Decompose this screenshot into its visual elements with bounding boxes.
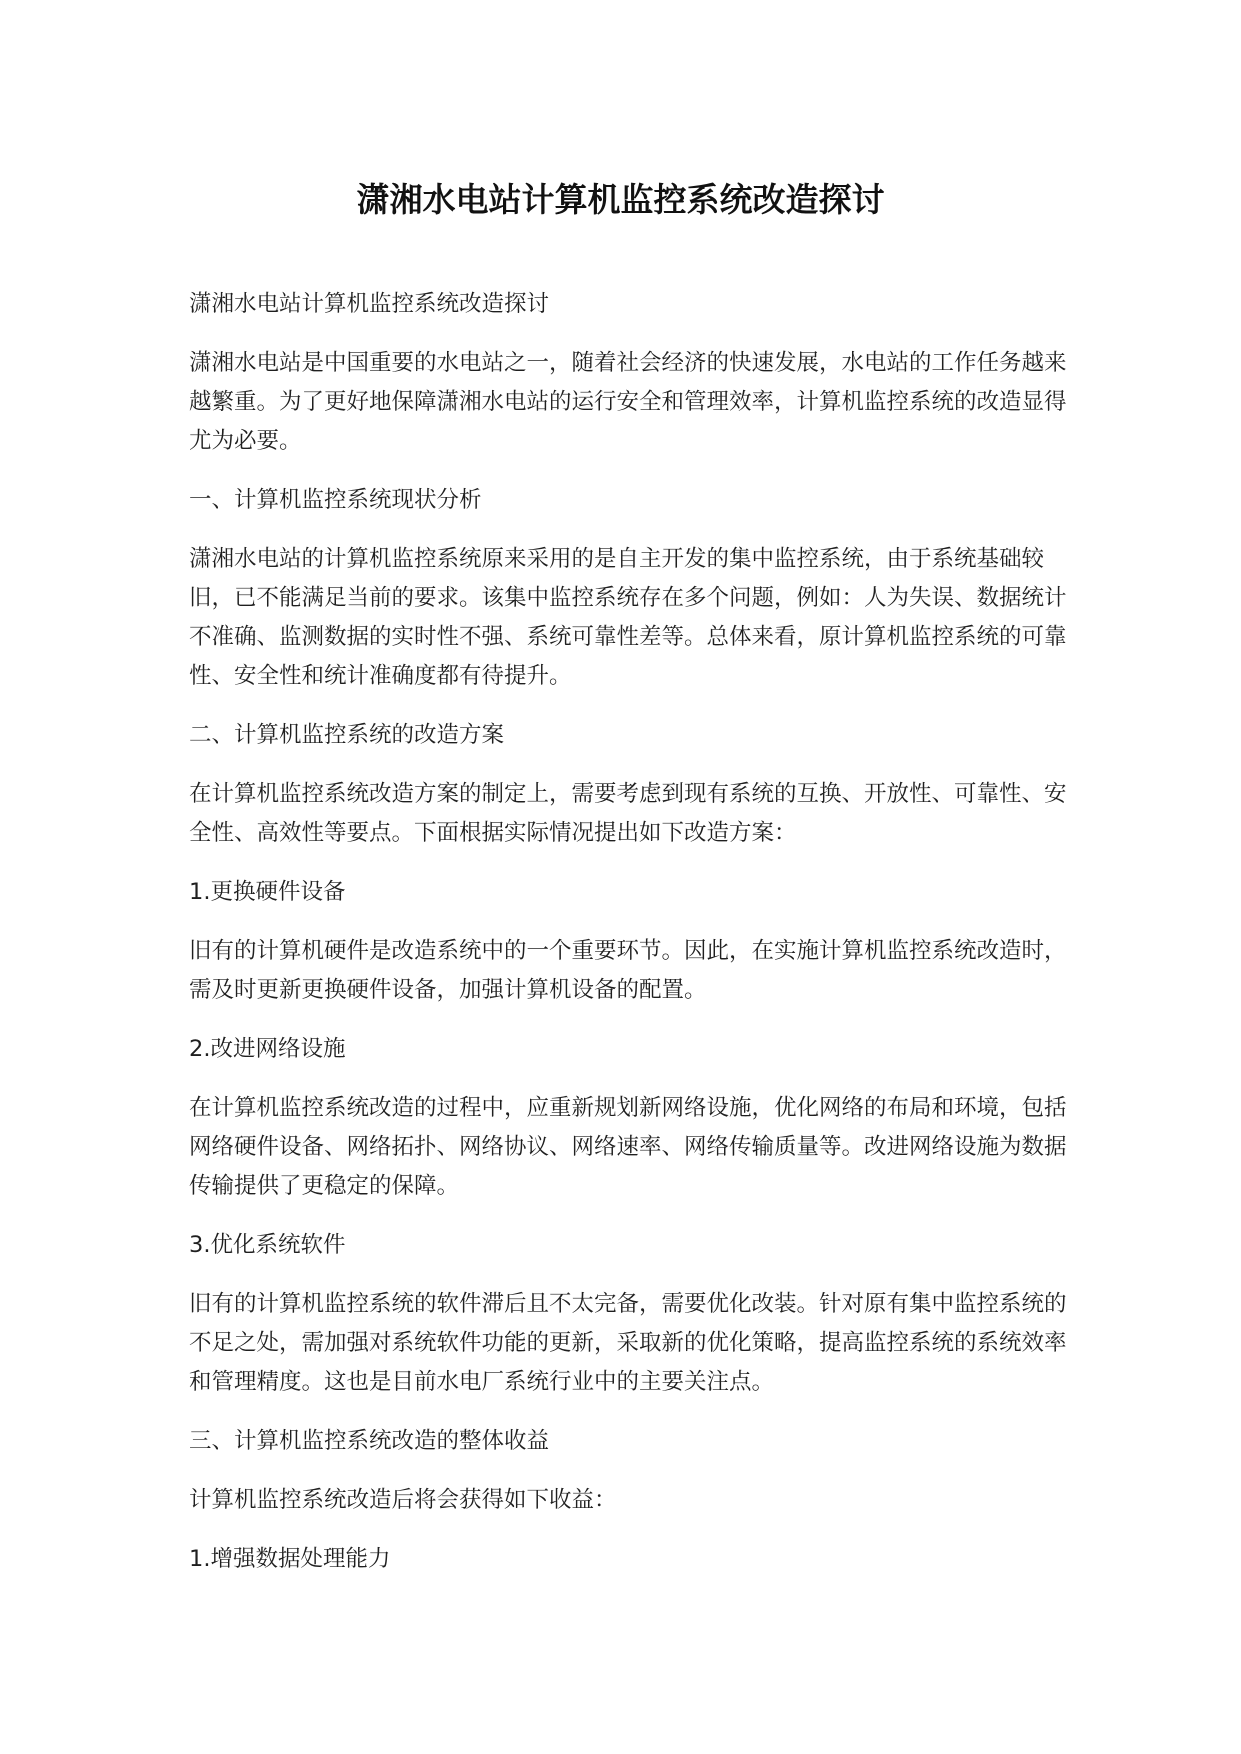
document-body	[189, 285, 1079, 1599]
body-paragraph: 旧有的计算机硬件是改造系统中的一个重要环节。因此，在实施计算机监控系统改造时，需及时更新更换硬件设备，加强计算机设备的配置。	[189, 938, 1067, 1003]
list-item-heading: 1.更换硬件设备	[189, 879, 346, 905]
body-paragraph: 潇湘水电站的计算机监控系统原来采用的是自主开发的集中监控系统，由于系统基础较旧，已不能满足当前的要求。该集中监控系统存在多个问题，例如：人为失误、数据统计不准确、监测数据的实时性不强、系统可靠性差等。总体来看，原计算机监控系统的可靠性、安全性和统计准确度都有待提升。	[189, 546, 1067, 689]
section-heading-2: 二、计算机监控系统的改造方案	[189, 722, 505, 748]
body-paragraph: 计算机监控系统改造后将会获得如下收益：	[189, 1487, 617, 1513]
document-title: 潇湘水电站计算机监控系统改造探讨	[356, 180, 885, 219]
body-paragraph: 在计算机监控系统改造方案的制定上，需要考虑到现有系统的互换、开放性、可靠性、安全性、高效性等要点。下面根据实际情况提出如下改造方案：	[189, 781, 1067, 846]
subtitle-paragraph: 潇湘水电站计算机监控系统改造探讨	[189, 291, 550, 317]
intro-paragraph: 潇湘水电站是中国重要的水电站之一，随着社会经济的快速发展，水电站的工作任务越来越繁重。为了更好地保障潇湘水电站的运行安全和管理效率，计算机监控系统的改造显得尤为必要。	[189, 350, 1067, 454]
section-heading-1: 一、计算机监控系统现状分析	[189, 487, 482, 513]
body-paragraph: 在计算机监控系统改造的过程中，应重新规划新网络设施，优化网络的布局和环境，包括网络硬件设备、网络拓扑、网络协议、网络速率、网络传输质量等。改进网络设施为数据传输提供了更稳定的保障。	[189, 1095, 1067, 1199]
section-heading-3: 三、计算机监控系统改造的整体收益	[189, 1428, 550, 1454]
list-item-heading: 2.改进网络设施	[189, 1036, 346, 1062]
body-paragraph: 旧有的计算机监控系统的软件滞后且不太完备，需要优化改装。针对原有集中监控系统的不足之处，需加强对系统软件功能的更新，采取新的优化策略，提高监控系统的系统效率和管理精度。这也是目前水电厂系统行业中的主要关注点。	[189, 1291, 1067, 1395]
list-item-heading: 1.增强数据处理能力	[189, 1546, 391, 1572]
list-item-heading: 3.优化系统软件	[189, 1232, 346, 1258]
